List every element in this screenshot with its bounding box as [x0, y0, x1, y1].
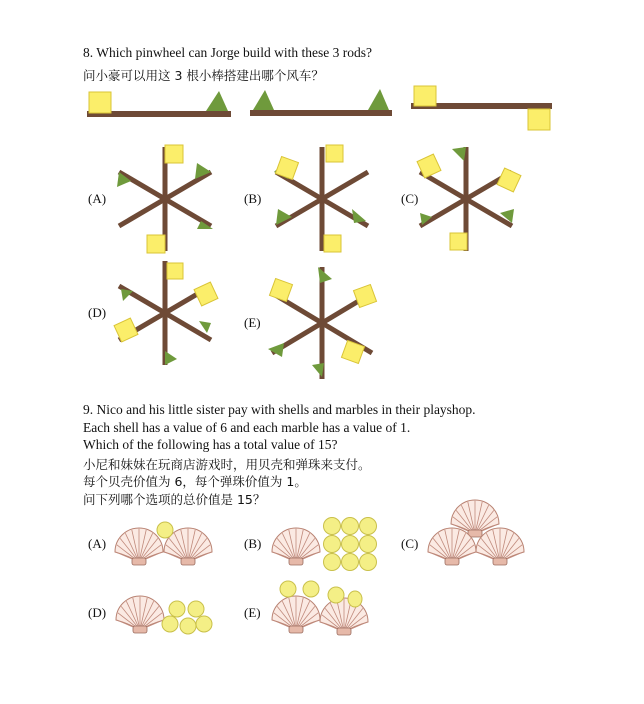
marble-d-3	[162, 616, 178, 632]
marble-b-4	[324, 536, 341, 553]
marble-d-2	[188, 601, 204, 617]
q9-line3: Which of the following has a total value of 15?	[83, 437, 338, 452]
q9-option-d-label[interactable]: (D)	[88, 605, 107, 620]
q9-cn1: 小尼和妹妹在玩商店游戏时，用贝壳和弹珠来支付。	[83, 457, 371, 472]
q8-option-a-label[interactable]: (A)	[88, 191, 107, 206]
marble-b-1	[324, 518, 341, 535]
q9-option-b-label[interactable]: (B)	[244, 536, 262, 551]
marble-b-3	[360, 518, 377, 535]
marble-e-3	[328, 587, 344, 603]
q9-option-e-label[interactable]: (E)	[244, 605, 261, 620]
marble-d-1	[169, 601, 185, 617]
marble-e-1	[280, 581, 296, 597]
shell-e-1	[272, 596, 320, 633]
marble-a-1	[157, 522, 173, 538]
marble-e-4	[348, 591, 362, 607]
q8-option-d-label[interactable]: (D)	[88, 305, 107, 320]
marble-d-4	[180, 618, 196, 634]
marble-d-5	[196, 616, 212, 632]
marble-b-2	[342, 518, 359, 535]
marble-b-6	[360, 536, 377, 553]
q8-question-cn: 问小豪可以用这 3 根小棒搭建出哪个风车？	[83, 68, 324, 83]
q9-cn3: 问下列哪个选项的总价值是 15？	[83, 492, 266, 507]
marble-b-5	[342, 536, 359, 553]
q8-text-en: Which pinwheel can Jorge build with these 3 rods?	[96, 45, 372, 60]
q8-question-en: 8. Which pinwheel can Jorge build with these 3 rods?	[83, 45, 372, 60]
q8-option-e-label[interactable]: (E)	[244, 315, 261, 330]
q9-number: 9	[83, 402, 90, 417]
marble-b-8	[342, 554, 359, 571]
marble-b-9	[360, 554, 377, 571]
q8-option-c-label[interactable]: (C)	[401, 191, 419, 206]
marble-e-2	[303, 581, 319, 597]
q8-number: 8	[83, 45, 90, 60]
shell-a-1	[115, 528, 163, 565]
q9-option-c-label[interactable]: (C)	[401, 536, 419, 551]
shell-b-1	[272, 528, 320, 565]
marble-b-7	[324, 554, 341, 571]
shell-c-3	[476, 528, 524, 565]
q9-option-a-label[interactable]: (A)	[88, 536, 107, 551]
q9-question-line1: 9. Nico and his little sister pay with shells and marbles in their playshop.	[83, 402, 476, 417]
q9-line2: Each shell has a value of 6 and each marble has a value of 1.	[83, 420, 411, 435]
q9-cn2: 每个贝壳价值为 6，每个弹珠价值为 1。	[83, 474, 307, 489]
q9-line1: Nico and his little sister pay with shells and marbles in their playshop.	[96, 402, 476, 417]
shell-d-1	[116, 596, 164, 633]
q8-option-b-label[interactable]: (B)	[244, 191, 262, 206]
